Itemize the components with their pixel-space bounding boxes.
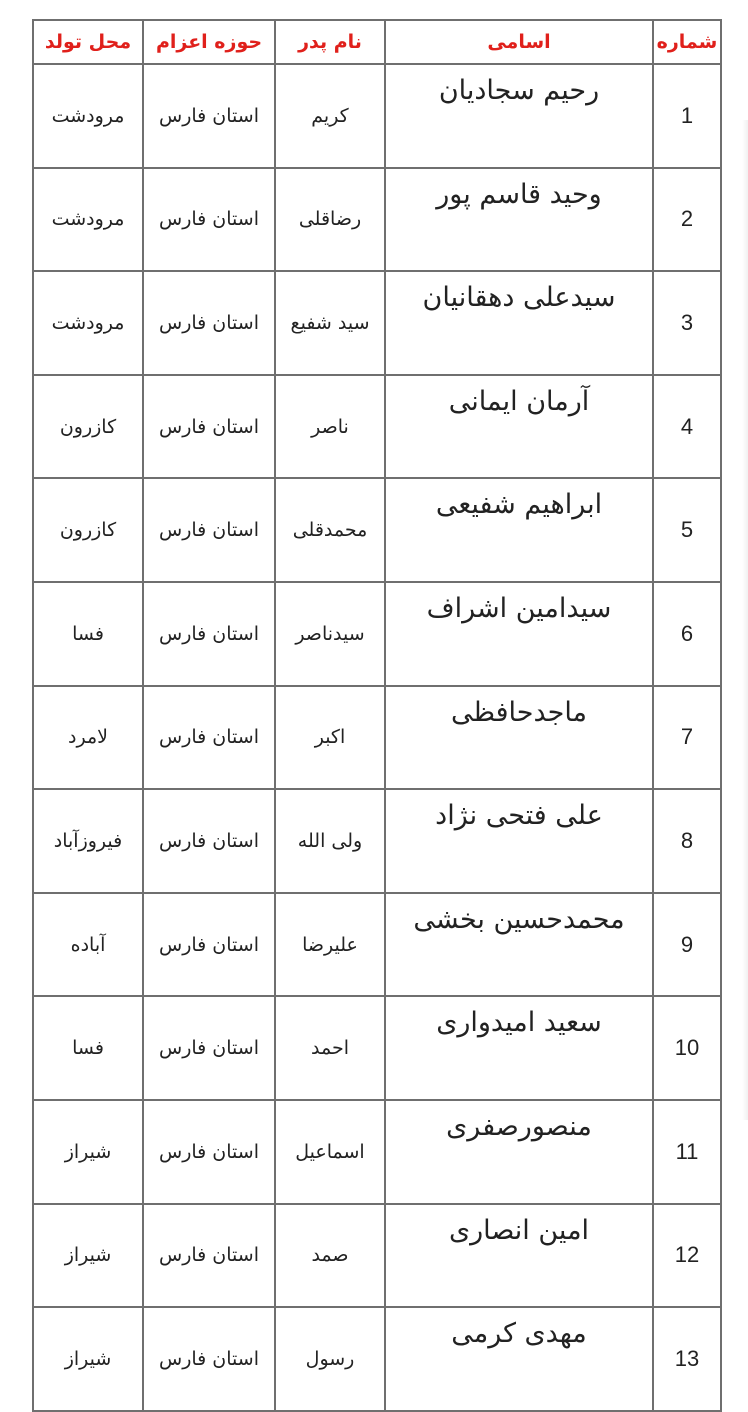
cell-name: سیدامین اشراف [385, 582, 653, 686]
cell-name: سعید امیدواری [385, 996, 653, 1100]
cell-number: 9 [653, 893, 721, 997]
table-row [33, 1204, 721, 1308]
cell-father-name: کریم [275, 64, 385, 168]
scroll-edge [742, 120, 748, 1120]
cell-number: 4 [653, 375, 721, 479]
cell-number: 1 [653, 64, 721, 168]
table-row [33, 893, 721, 997]
cell-name: رحیم سجادیان [385, 64, 653, 168]
cell-name: محمدحسین بخشی [385, 893, 653, 997]
cell-dispatch-region: استان فارس [143, 1307, 275, 1411]
cell-birthplace: لامرد [33, 686, 143, 790]
table-row [33, 271, 721, 375]
table-row [33, 686, 721, 790]
table-row [33, 64, 721, 168]
cell-birthplace: شیراز [33, 1307, 143, 1411]
cell-dispatch-region: استان فارس [143, 375, 275, 479]
cell-dispatch-region: استان فارس [143, 893, 275, 997]
cell-father-name: رسول [275, 1307, 385, 1411]
cell-father-name: صمد [275, 1204, 385, 1308]
cell-father-name: محمدقلی [275, 478, 385, 582]
table-row [33, 375, 721, 479]
cell-number: 5 [653, 478, 721, 582]
cell-birthplace: مرودشت [33, 168, 143, 272]
cell-number: 6 [653, 582, 721, 686]
cell-name: منصورصفری [385, 1100, 653, 1204]
cell-name: مهدی کرمی [385, 1307, 653, 1411]
cell-father-name: سیدناصر [275, 582, 385, 686]
cell-dispatch-region: استان فارس [143, 1100, 275, 1204]
table-row [33, 789, 721, 893]
cell-father-name: ناصر [275, 375, 385, 479]
cell-name: سیدعلی دهقانیان [385, 271, 653, 375]
cell-name: علی فتحی نژاد [385, 789, 653, 893]
cell-birthplace: کازرون [33, 478, 143, 582]
cell-name: امین انصاری [385, 1204, 653, 1308]
header-name: اسامی [385, 20, 653, 64]
cell-dispatch-region: استان فارس [143, 478, 275, 582]
cell-name: وحید قاسم پور [385, 168, 653, 272]
header-number: شماره [653, 20, 721, 64]
table-row [33, 478, 721, 582]
cell-number: 10 [653, 996, 721, 1100]
cell-father-name: علیرضا [275, 893, 385, 997]
cell-birthplace: شیراز [33, 1204, 143, 1308]
cell-birthplace: فیروزآباد [33, 789, 143, 893]
table-row [33, 168, 721, 272]
cell-dispatch-region: استان فارس [143, 64, 275, 168]
cell-father-name: احمد [275, 996, 385, 1100]
cell-dispatch-region: استان فارس [143, 996, 275, 1100]
header-row [33, 20, 721, 64]
cell-number: 12 [653, 1204, 721, 1308]
cell-father-name: اکبر [275, 686, 385, 790]
cell-name: ماجدحافظی [385, 686, 653, 790]
cell-number: 2 [653, 168, 721, 272]
cell-birthplace: شیراز [33, 1100, 143, 1204]
cell-dispatch-region: استان فارس [143, 686, 275, 790]
cell-number: 8 [653, 789, 721, 893]
table-row [33, 1307, 721, 1411]
cell-name: آرمان ایمانی [385, 375, 653, 479]
cell-dispatch-region: استان فارس [143, 271, 275, 375]
table-body [33, 64, 721, 1411]
header-father: نام پدر [275, 20, 385, 64]
cell-father-name: اسماعیل [275, 1100, 385, 1204]
cell-father-name: رضاقلی [275, 168, 385, 272]
cell-birthplace: فسا [33, 996, 143, 1100]
table-row [33, 996, 721, 1100]
cell-number: 11 [653, 1100, 721, 1204]
table-row [33, 1100, 721, 1204]
cell-birthplace: مرودشت [33, 64, 143, 168]
cell-birthplace: مرودشت [33, 271, 143, 375]
roster-table [32, 19, 722, 1412]
cell-number: 7 [653, 686, 721, 790]
cell-father-name: ولی الله [275, 789, 385, 893]
header-region: حوزه اعزام [143, 20, 275, 64]
table-row [33, 582, 721, 686]
cell-name: ابراهیم شفیعی [385, 478, 653, 582]
cell-dispatch-region: استان فارس [143, 582, 275, 686]
cell-number: 3 [653, 271, 721, 375]
cell-birthplace: کازرون [33, 375, 143, 479]
cell-birthplace: آباده [33, 893, 143, 997]
cell-dispatch-region: استان فارس [143, 1204, 275, 1308]
cell-number: 13 [653, 1307, 721, 1411]
cell-father-name: سید شفیع [275, 271, 385, 375]
cell-dispatch-region: استان فارس [143, 789, 275, 893]
cell-birthplace: فسا [33, 582, 143, 686]
cell-dispatch-region: استان فارس [143, 168, 275, 272]
header-birthplace: محل تولد [33, 20, 143, 64]
